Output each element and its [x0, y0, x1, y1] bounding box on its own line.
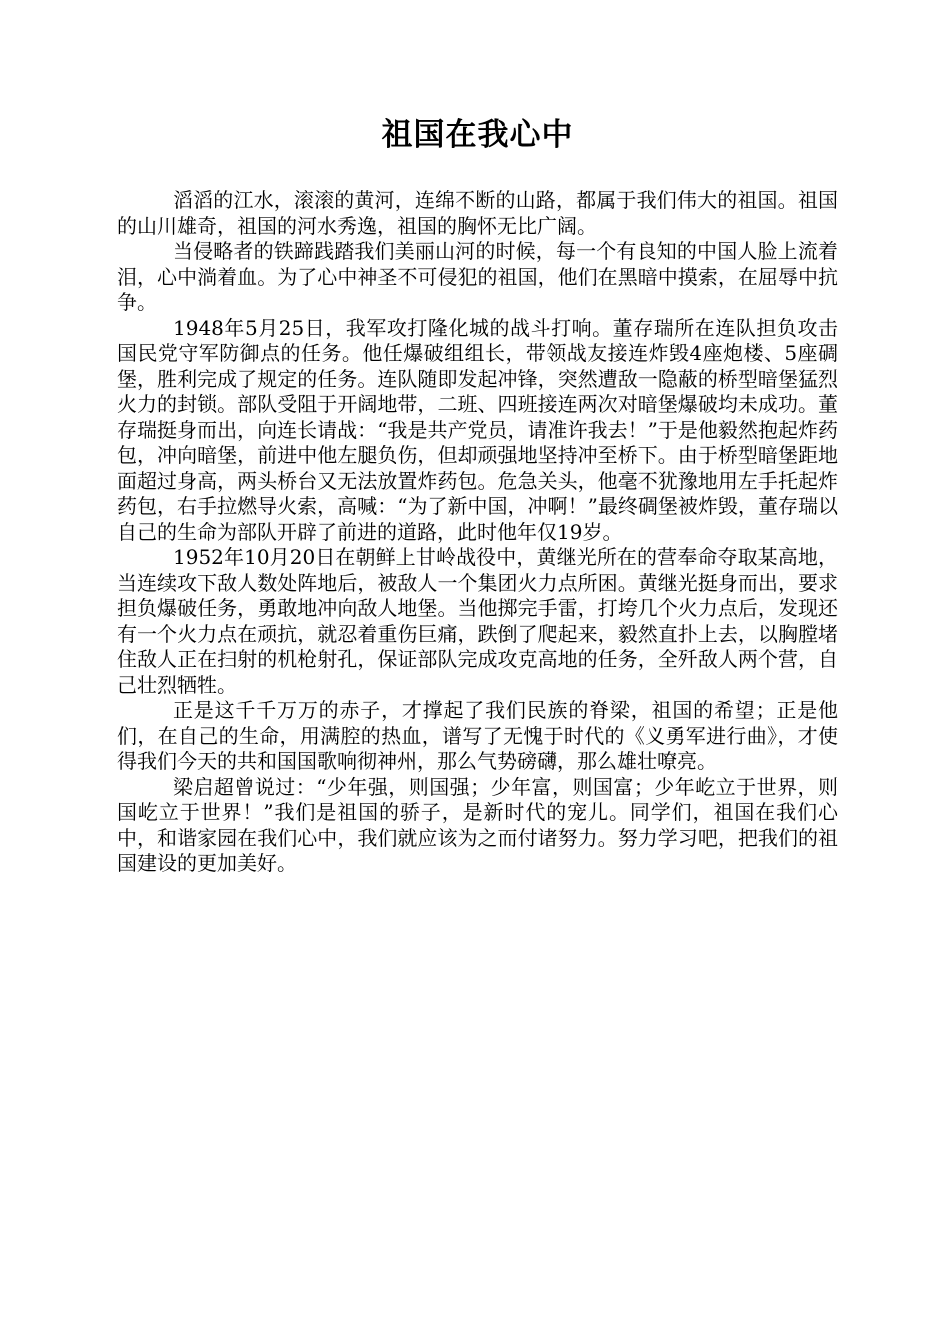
paragraph-huang-jiguang: 1952年10月20日在朝鲜上甘岭战役中，黄继光所在的营奉命夺取某高地，当连续攻下敌人数处阵地后，被敌人一个集团火力点所困。黄继光挺身而出，要求担负爆破任务，勇敢地冲向敌人地堡。当他掷完手雷，打垮几个火力点后，发现还有一个火力点在顽抗，就忍着重伤巨痛，跌倒了爬起来，毅然直扑上去，以胸膛堵住敌人正在扫射的机枪射孔，保证部队完成攻克高地的任务，全歼敌人两个营，自己壮烈牺牲。: [117, 545, 838, 697]
article-body: [117, 188, 838, 877]
article: [117, 112, 838, 877]
paragraph-heroes: 正是这千千万万的赤子，才撑起了我们民族的脊梁，祖国的希望；正是他们，在自己的生命，用满腔的热血，谱写了无愧于时代的《义勇军进行曲》，才使得我们今天的共和国国歌响彻神州，那么气势磅礴，那么雄壮嘹亮。: [117, 698, 838, 773]
paragraph-conclusion: 梁启超曾说过：“少年强，则国强；少年富，则国富；少年屹立于世界，则国屹立于世界！”我们是祖国的骄子，是新时代的宠儿。同学们，祖国在我们心中，和谐家园在我们心中，我们就应该为之而付诸努力。努力学习吧，把我们的祖国建设的更加美好。: [117, 774, 838, 875]
paragraph-dong-cunrui: 1948年5月25日，我军攻打隆化城的战斗打响。董存瑞所在连队担负攻击国民党守军防御点的任务。他任爆破组组长，带领战友接连炸毁4座炮楼、5座碉堡，胜利完成了规定的任务。连队随即发起冲锋，突然遭敌一隐蔽的桥型暗堡猛烈火力的封锁。部队受阻于开阔地带，二班、四班接连两次对暗堡爆破均未成功。董存瑞挺身而出，向连长请战：“我是共产党员，请准许我去！”于是他毅然抱起炸药包，冲向暗堡，前进中他左腿负伤，但却顽强地坚持冲至桥下。由于桥型暗堡距地面超过身高，两头桥台又无法放置炸药包。危急关头，他毫不犹豫地用左手托起炸药包，右手拉燃导火索，高喊：“为了新中国，冲啊！”最终碉堡被炸毁，董存瑞以自己的生命为部队开辟了前进的道路，此时他年仅19岁。: [117, 315, 838, 544]
page-title: 祖国在我心中: [381, 117, 574, 153]
paragraph-invasion: 当侵略者的铁蹄践踏我们美丽山河的时候，每一个有良知的中国人脸上流着泪，心中淌着血。为了心中神圣不可侵犯的祖国，他们在黑暗中摸索，在屈辱中抗争。: [117, 239, 838, 314]
paragraph-intro: 滔滔的江水，滚滚的黄河，连绵不断的山路，都属于我们伟大的祖国。祖国的山川雄奇，祖国的河水秀逸，祖国的胸怀无比广阔。: [117, 188, 838, 238]
